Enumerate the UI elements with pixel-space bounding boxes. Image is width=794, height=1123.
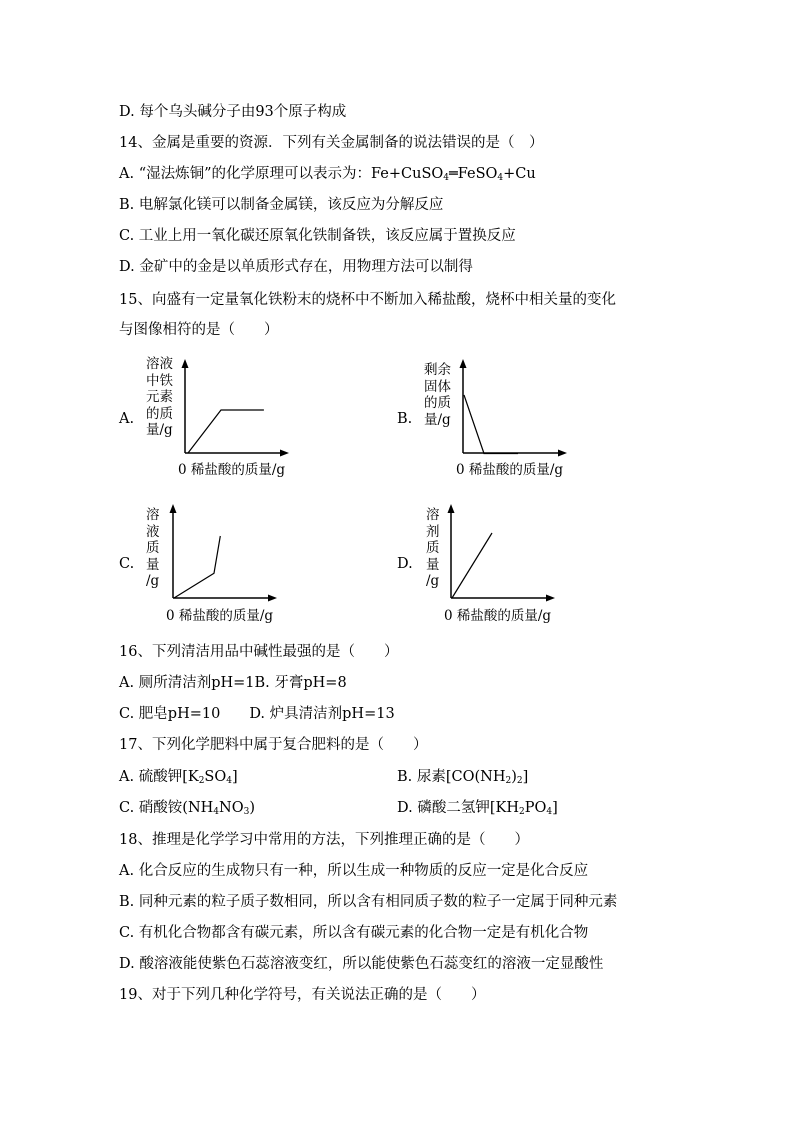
data-curve [464,395,518,454]
ylabel-line: 液 [146,523,160,540]
subscript: 3 [243,807,250,817]
q16-options-ab: A. 厕所清洁剂pH=1B. 牙膏pH=8 [119,675,347,691]
data-curve [452,533,492,598]
graph-a-ylabel [146,356,173,439]
y-axis-arrow [170,504,177,513]
q14-stem: 14、金属是重要的资源．下列有关金属制备的说法错误的是（ ） [119,135,544,151]
ylabel-line: 量/g [424,411,451,428]
subscript: 4 [497,173,504,183]
graph-d-ylabel [426,507,440,590]
text-segment: ) [511,769,517,785]
graph-a-xlabel: 0 稀盐酸的质量/g [178,462,286,478]
ylabel-line: 量 [426,556,440,573]
ylabel-line: 剩余 [424,362,451,378]
text-segment: D. 磷酸二氢钾[KH [397,800,519,816]
graph-b-xlabel: 0 稀盐酸的质量/g [456,462,564,478]
text-segment: ) [249,800,256,816]
ylabel-line: 溶液 [146,356,173,372]
x-axis-arrow [558,450,567,457]
ylabel-line: 固体 [424,378,451,395]
graph-d-xlabel: 0 稀盐酸的质量/g [444,608,552,624]
graph-c-xlabel: 0 稀盐酸的质量/g [166,608,274,624]
y-axis-arrow [448,504,455,513]
data-curve [174,536,220,598]
q15-stem-line1: 15、向盛有一定量氧化铁粉末的烧杯中不断加入稀盐酸，烧杯中相关量的变化 [119,292,616,308]
graph-c-ylabel [146,507,160,590]
text-segment: +Cu [503,166,536,182]
q17-option-d [397,798,558,822]
q15-stem-line2: 与图像相符的是（ ） [119,322,279,338]
ylabel-line: 溶 [146,507,160,523]
graph-d-label: D. [397,556,413,572]
subscript: 4 [443,173,450,183]
graph-a-label: A. [119,411,135,427]
graph-a [180,358,290,462]
data-curve [188,410,264,453]
subscript: 2 [518,807,525,817]
q14-option-d: D. 金矿中的金是以单质形式存在，用物理方法可以制得 [119,259,473,275]
ylabel-line: 剂 [426,523,440,540]
graph-d [446,503,556,607]
graph-b [458,358,568,462]
graph-b-label: B. [397,411,413,427]
subscript: 2 [516,776,523,786]
text-segment: ] [231,769,238,785]
q14-option-b: B. 电解氯化镁可以制备金属镁，该反应为分解反应 [119,197,444,213]
text-segment: ═FeSO [449,166,498,182]
q18-option-b: B. 同种元素的粒子质子数相同，所以含有相同质子数的粒子一定属于同种元素 [119,894,618,910]
ylabel-line: /g [426,573,440,589]
subscript: 4 [546,807,553,817]
graph-c-svg [168,503,278,603]
text-segment: ] [522,769,529,785]
x-axis-arrow [546,595,555,602]
text-segment: PO [524,800,547,816]
text-segment: ] [552,800,558,816]
text-segment: A. 硫酸钾[K [119,769,199,785]
graph-c [168,503,278,607]
x-axis-arrow [280,450,289,457]
q14-option-a [119,164,536,188]
ylabel-line: 量/g [146,422,173,438]
ylabel-line: 量 [146,556,160,573]
ylabel-line: 中铁 [146,372,173,389]
text-segment: C. 硝酸铵(NH [119,800,214,816]
q18-option-d: D. 酸溶液能使紫色石蕊溶液变红，所以能使紫色石蕊变红的溶液一定显酸性 [119,956,604,972]
ylabel-line: 元素 [146,389,173,405]
subscript: 2 [505,776,512,786]
ylabel-line: 质 [426,540,440,556]
subscript: 2 [198,776,205,786]
text-segment: B. 尿素[CO(NH [397,769,506,785]
text-segment: SO [204,769,227,785]
ylabel-line: 溶 [426,507,440,523]
q16-options-cd: C. 肥皂pH=10 D. 炉具清洁剂pH=13 [119,706,395,722]
q17-stem: 17、下列化学肥料中属于复合肥料的是（ ） [119,737,428,753]
q18-option-a: A. 化合反应的生成物只有一种，所以生成一种物质的反应一定是化合反应 [119,863,589,879]
q18-stem: 18、推理是化学学习中常用的方法，下列推理正确的是（ ） [119,832,529,848]
graph-c-label: C. [119,556,135,572]
graph-d-svg [446,503,556,603]
q16-stem: 16、下列清洁用品中碱性最强的是（ ） [119,644,399,660]
graph-b-svg [458,358,568,458]
q19-stem: 19、对于下列几种化学符号，有关说法正确的是（ ） [119,987,486,1003]
q14-option-c: C. 工业上用一氧化碳还原氧化铁制备铁，该反应属于置换反应 [119,228,516,244]
graph-a-svg [180,358,290,458]
text-segment: NO [219,800,244,816]
ylabel-line: /g [146,573,160,589]
q18-option-c: C. 有机化合物都含有碳元素，所以含有碳元素的化合物一定是有机化合物 [119,925,589,941]
y-axis-arrow [460,359,467,368]
graph-b-ylabel [424,362,451,428]
q17-option-a [119,767,238,791]
y-axis-arrow [182,359,189,368]
text-segment: A. “湿法炼铜”的化学原理可以表示为：Fe+CuSO [119,166,444,182]
q17-option-b [397,767,528,791]
ylabel-line: 的质 [146,405,173,422]
ylabel-line: 的质 [424,395,451,411]
subscript: 4 [213,807,220,817]
q17-option-c [119,798,255,822]
subscript: 4 [226,776,232,786]
x-axis-arrow [268,595,277,602]
ylabel-line: 质 [146,540,160,556]
q13-option-d: D. 每个乌头碱分子由93个原子构成 [119,104,347,120]
